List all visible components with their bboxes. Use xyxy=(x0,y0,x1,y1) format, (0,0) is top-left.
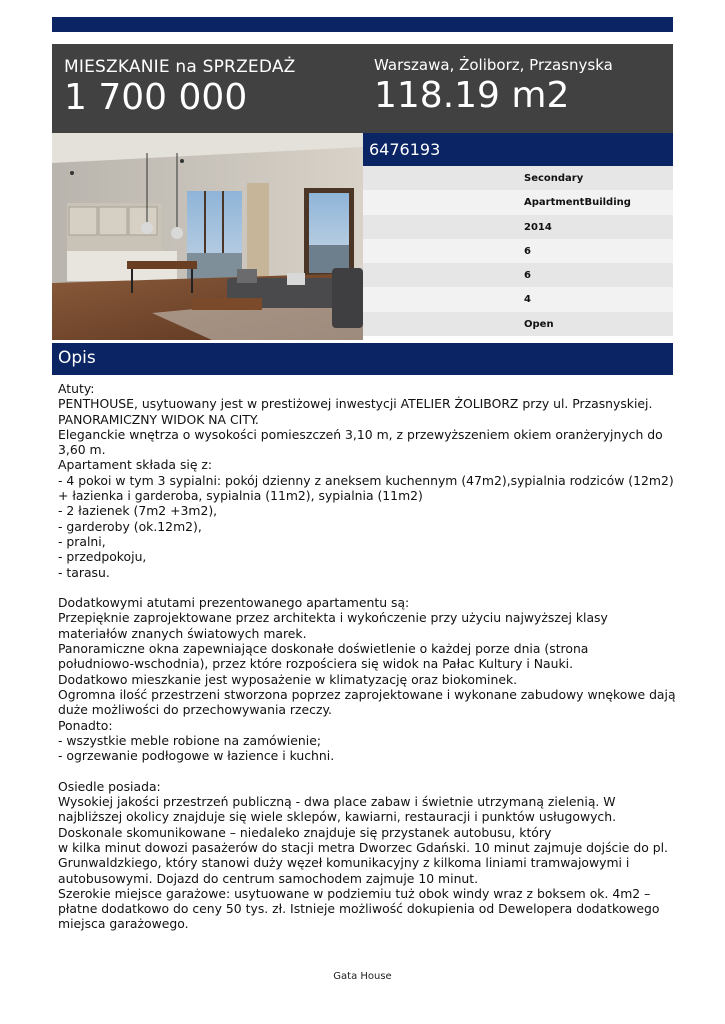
description-line: - 2 łazienek (7m2 +3m2), xyxy=(58,503,218,519)
listing-area: 118.19 m2 xyxy=(374,75,570,116)
description-line: miejsca garażowego. xyxy=(58,916,189,932)
spec-value: Secondary xyxy=(524,173,584,184)
description-line: duże możliwości do przechowywania rzeczy. xyxy=(58,702,332,718)
top-accent-bar xyxy=(52,17,673,32)
listing-price: 1 700 000 xyxy=(64,77,248,118)
description-line: 3,60 m. xyxy=(58,442,106,458)
spec-row-kitchen xyxy=(363,312,673,336)
description-heading-bar xyxy=(52,343,673,375)
description-line: południowo-wschodnia), przez które rozpościera się widok na Pałac Kultury i Nauki. xyxy=(58,656,574,672)
description-line: Eleganckie wnętrza o wysokości pomieszczeń 3,10 m, z przewyższeniem okiem oranżeryjnych do xyxy=(58,426,663,442)
property-photo xyxy=(52,133,363,340)
description-line: Apartament składa się z: xyxy=(58,457,213,473)
description-line: - garderoby (ok.12m2), xyxy=(58,518,202,534)
description-line: autobusowymi. Dojazd do centrum samochodem zajmuje 10 minut. xyxy=(58,870,479,886)
spec-row-floor xyxy=(363,239,673,263)
spec-row-building-type xyxy=(363,190,673,214)
description-line: - tarasu. xyxy=(58,564,110,580)
description-line: PANORAMICZNY WIDOK NA CITY. xyxy=(58,411,259,427)
description-line xyxy=(58,763,670,778)
spec-value: 6 xyxy=(524,245,531,257)
description-line: materiałów znanych światowych marek. xyxy=(58,625,307,641)
spec-value: 6 xyxy=(524,270,531,282)
description-line: Grunwaldzkiego, który stanowi duży węzeł komunikacyjny z kilkoma liniami tramwajowymi i xyxy=(58,855,630,871)
description-line: Wysokiej jakości przestrzeń publiczną - dwa place zabaw i świetnie utrzymaną zielenią. W xyxy=(58,794,616,810)
description-line: Dodatkowymi atutami prezentowanego apartamentu są: xyxy=(58,595,410,611)
description-line: w kilka minut dowozi pasażerów do stacji metra Dworzec Gdański. 10 minut zajmuje dojście do pl. xyxy=(58,839,668,855)
description-line: - 4 pokoi w tym 3 sypialni: pokój dzienny z aneksem kuchennym (47m2),sypialnia rodziców (12m2) xyxy=(58,472,674,488)
description-line: + łazienka i garderoba, sypialnia (11m2), sypialnia (11m2) xyxy=(58,488,423,504)
description-line: najbliższej okolicy znajduje się wiele sklepów, kawiarni, restauracji i punktów usługowych. xyxy=(58,809,617,825)
listing-header xyxy=(52,44,673,133)
description-line: - przedpokoju, xyxy=(58,549,147,565)
spec-value: 4 xyxy=(524,294,531,306)
spec-table xyxy=(363,166,673,336)
description-line: PENTHOUSE, usytuowany jest w prestiżowej inwestycji ATELIER ŻOLIBORZ przy ul. Przasnyskiej. xyxy=(58,396,653,412)
description-line: płatne dodatkowo do ceny 50 tys. zł. Istnieje możliwość dokupienia od Dewelopera dodatkowego xyxy=(58,901,660,917)
description-line: - wszystkie meble robione na zamówienie; xyxy=(58,732,322,748)
description-line: Osiedle posiada: xyxy=(58,778,161,794)
description-line: Dodatkowo mieszkanie jest wyposażenie w klimatyzację oraz biokominek. xyxy=(58,671,518,687)
description-text xyxy=(58,381,676,932)
spec-value: 2014 xyxy=(524,221,552,233)
listing-type: MIESZKANIE na SPRZEDAŻ xyxy=(64,57,296,77)
description-line: - pralni, xyxy=(58,533,106,549)
spec-value: Open xyxy=(524,318,554,330)
description-heading: Opis xyxy=(58,348,96,368)
description-line xyxy=(58,580,670,595)
description-line: Ponadto: xyxy=(58,717,113,733)
spec-row-market xyxy=(363,166,673,190)
spec-row-year xyxy=(363,215,673,239)
spec-value: ApartmentBuilding xyxy=(524,197,631,209)
spec-row-rooms xyxy=(363,287,673,311)
description-line: Panoramiczne okna zapewniające doskonałe doświetlenie o każdej porze dnia (strona xyxy=(58,641,589,657)
footer-agency: Gata House xyxy=(333,971,392,982)
spec-row-floors-total xyxy=(363,263,673,287)
listing-location: Warszawa, Żoliborz, Przasnyska xyxy=(374,56,613,74)
description-line: Szerokie miejsce garażowe: usytuowane w podziemiu tuż obok windy wraz z boksem ok. 4m2 – xyxy=(58,885,651,901)
listing-id-bar xyxy=(363,133,673,166)
description-line: Doskonale skomunikowane – niedaleko znajduje się przystanek autobusu, który xyxy=(58,824,552,840)
listing-id: 6476193 xyxy=(369,140,441,159)
description-line: - ogrzewanie podłogowe w łazience i kuchni. xyxy=(58,748,335,764)
description-line: Atuty: xyxy=(58,381,95,396)
description-line: Ogromna ilość przestrzeni stworzona poprzez zaprojektowane i wykonane zabudowy wnękowe dają xyxy=(58,686,676,702)
description-line: Przepięknie zaprojektowane przez architekta i wykończenie przy użyciu najwyższej klasy xyxy=(58,610,608,626)
